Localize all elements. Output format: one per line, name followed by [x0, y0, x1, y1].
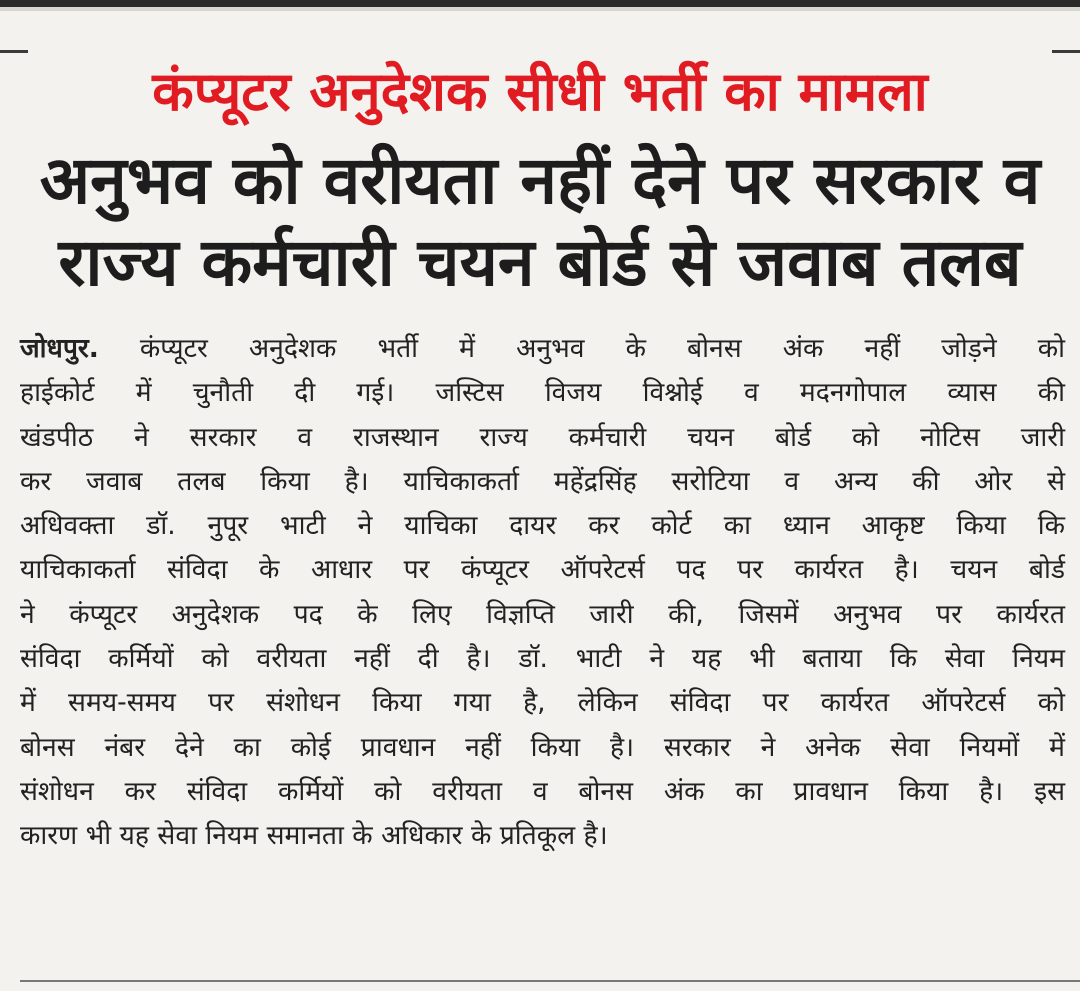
bottom-border-rule — [20, 980, 1080, 982]
body-line: हाईकोर्ट में चुनौती दी गई। जस्टिस विजय विश्नोई व मदनगोपाल व्यास की — [20, 377, 1065, 409]
body-line — [20, 327, 1065, 371]
headline-line: अनुभव को वरीयता नहीं देने पर सरकार व — [39, 142, 1041, 219]
top-border-shadow — [0, 7, 1080, 11]
body-line: कर जवाब तलब किया है। याचिकाकर्ता महेंद्रसिंह सरोटिया व अन्य की ओर से — [20, 465, 1065, 497]
headline-line: राज्य कर्मचारी चयन बोर्ड से जवाब तलब — [58, 224, 1022, 301]
article-headline — [14, 140, 1066, 304]
body-line-text: कंप्यूटर अनुदेशक भर्ती में अनुभव के बोनस अंक नहीं जोड़ने को — [139, 333, 1065, 364]
body-line: अधिवक्ता डॉ. नुपूर भाटी ने याचिका दायर कर कोर्ट का ध्यान आकृष्ट किया कि — [20, 510, 1065, 542]
kicker-rule-right — [1052, 50, 1080, 53]
body-line: ने कंप्यूटर अनुदेशक पद के लिए विज्ञप्ति जारी की, जिसमें अनुभव पर कार्यरत — [20, 598, 1065, 630]
top-border-rule — [0, 0, 1080, 7]
body-line: में समय-समय पर संशोधन किया गया है, लेकिन संविदा पर कार्यरत ऑपरेटर्स को — [20, 687, 1065, 719]
dateline: जोधपुर. — [20, 333, 99, 364]
body-line: याचिकाकर्ता संविदा के आधार पर कंप्यूटर ऑपरेटर्स पद पर कार्यरत है। चयन बोर्ड — [20, 554, 1065, 586]
article-body — [20, 327, 1065, 859]
kicker-rule-left — [0, 50, 28, 53]
body-line: कारण भी यह सेवा नियम समानता के अधिकार के प्रतिकूल है। — [20, 820, 608, 852]
body-line: खंडपीठ ने सरकार व राजस्थान राज्य कर्मचारी चयन बोर्ड को नोटिस जारी — [20, 421, 1065, 453]
body-line: बोनस नंबर देने का कोई प्रावधान नहीं किया है। सरकार ने अनेक सेवा नियमों में — [20, 731, 1065, 763]
body-line: संशोधन कर संविदा कर्मियों को वरीयता व बोनस अंक का प्रावधान किया है। इस — [20, 775, 1065, 807]
article-kicker: कंप्यूटर अनुदेशक सीधी भर्ती का मामला — [152, 60, 928, 123]
body-line: संविदा कर्मियों को वरीयता नहीं दी है। डॉ. भाटी ने यह भी बताया कि सेवा नियम — [20, 643, 1065, 675]
